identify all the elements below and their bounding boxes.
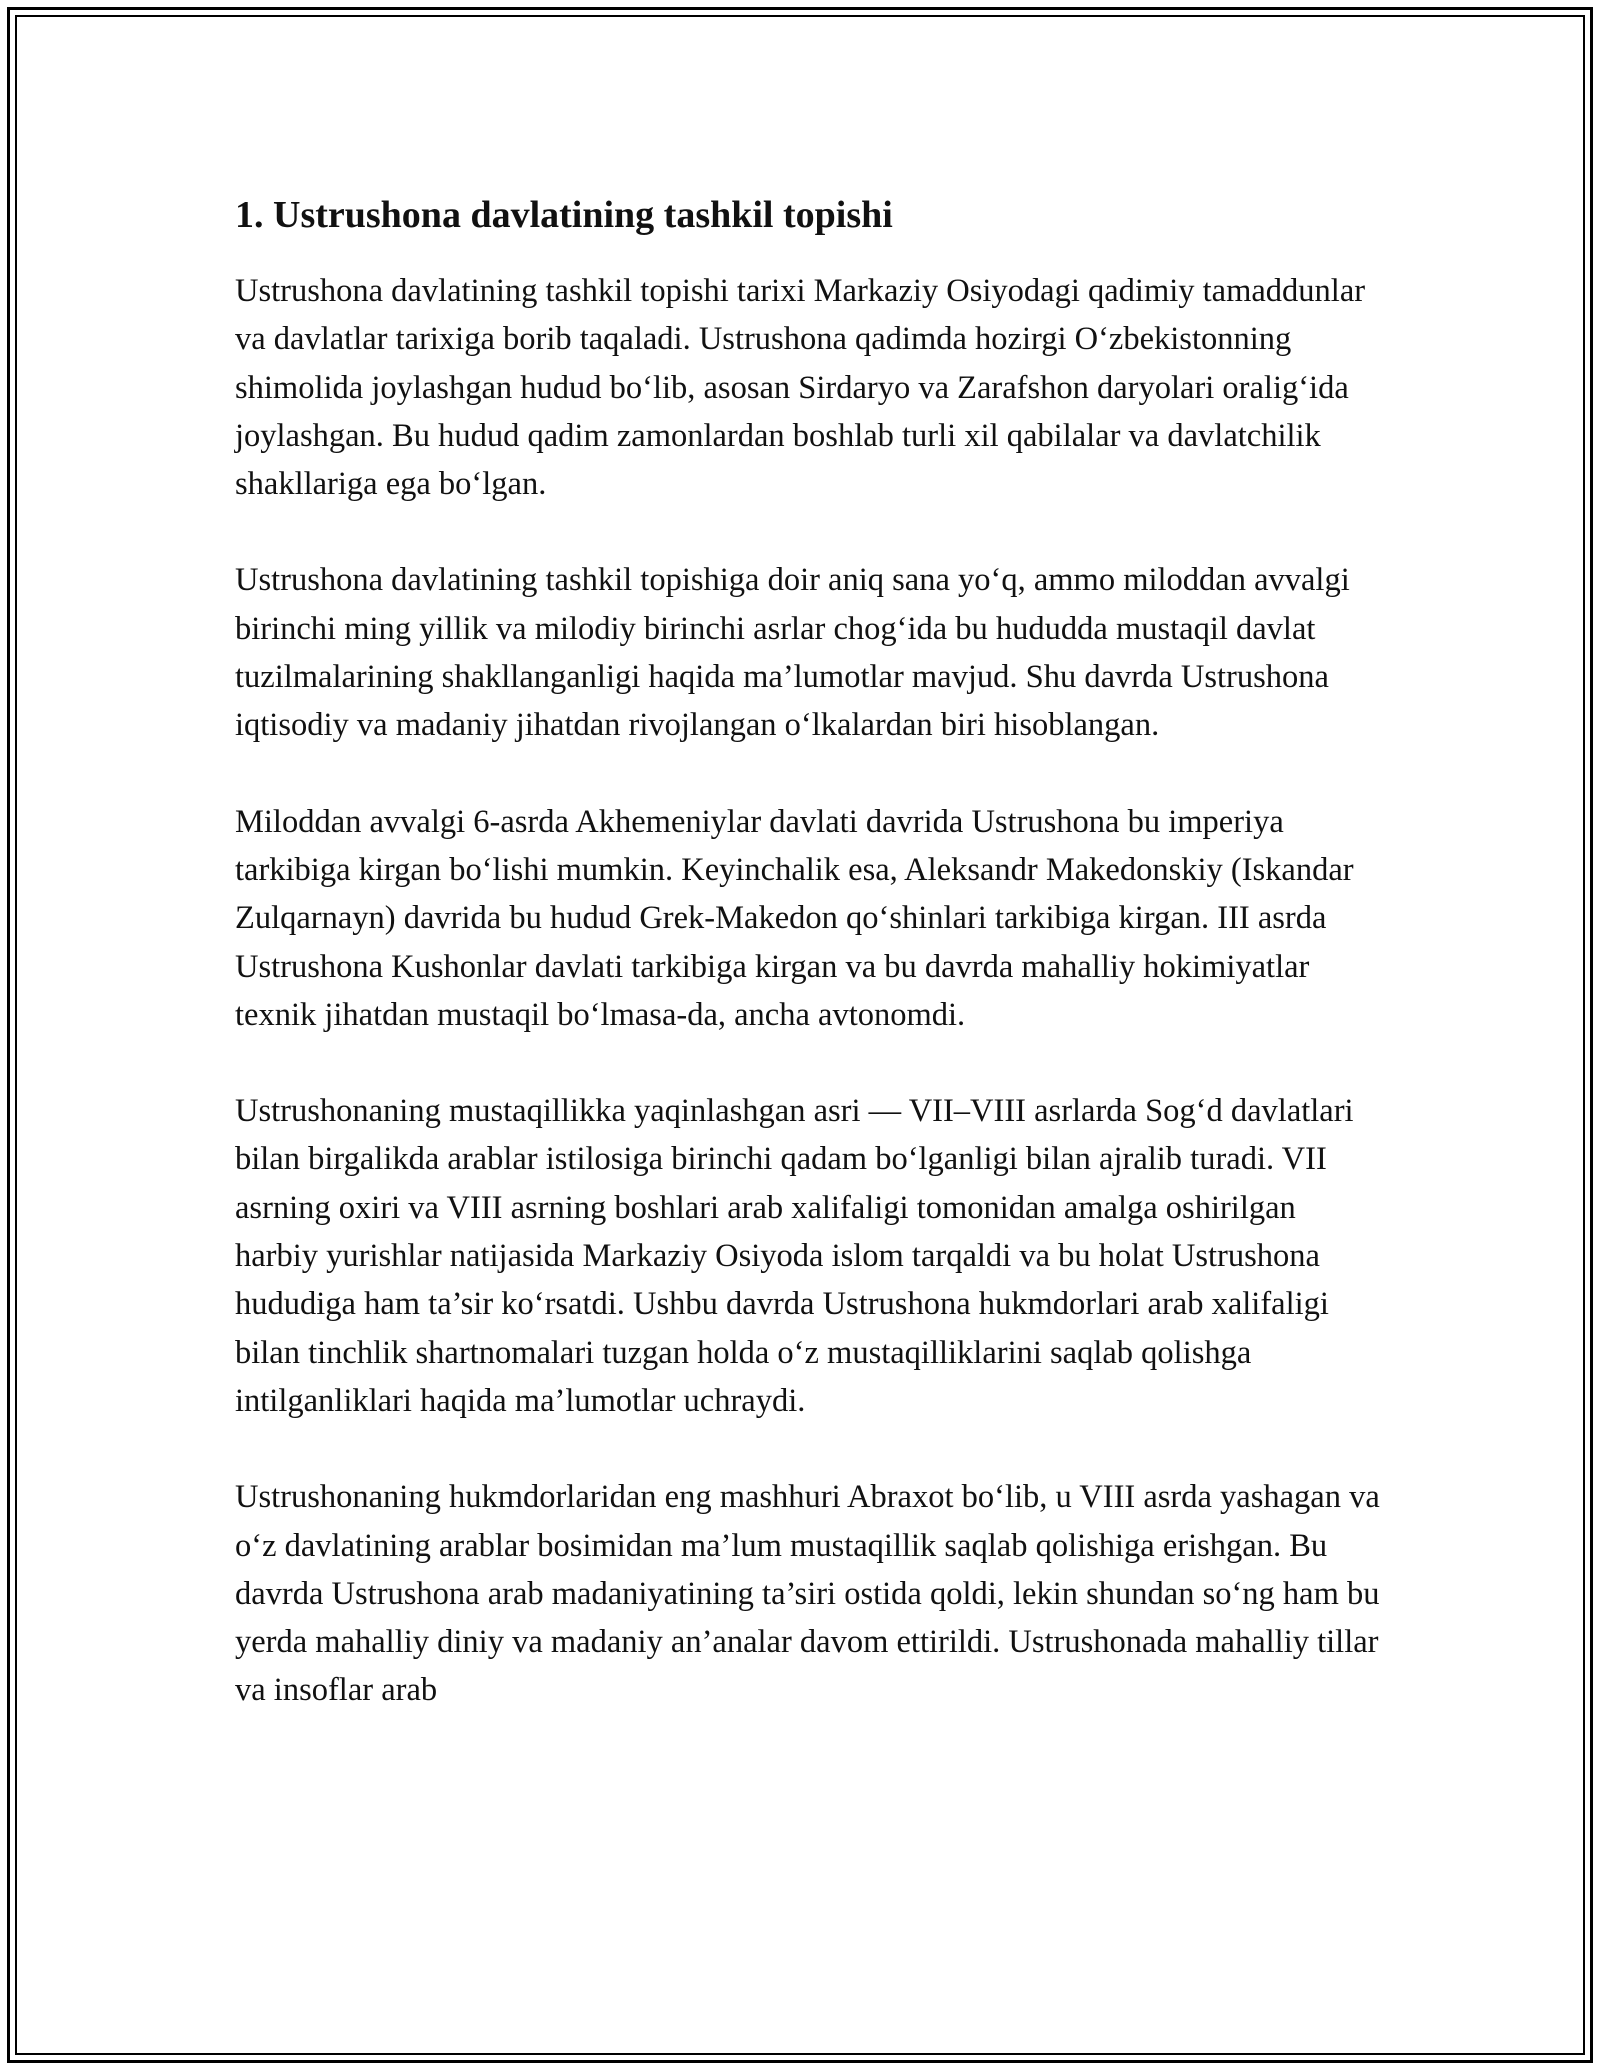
paragraph-1: Ustrushona davlatining tashkil topishi tarixi Markaziy Osiyodagi qadimiy tamaddunlar va davlatlar tarixiga borib taqaladi. Ustrushona qadimda hozirgi O‘zbekistonning shimolida joylashgan hudud bo‘lib, asosan Sirdaryo va Zarafshon daryolari oralig‘ida joylashgan. Bu hudud qadim zamonlardan boshlab turli xil qabilalar va davlatchilik shakllariga ega bo‘lgan. xyxy=(235,273,1366,503)
paragraph-3: Miloddan avvalgi 6-asrda Akhemeniylar davlati davrida Ustrushona bu imperiya tarkibiga kirgan bo‘lishi mumkin. Keyinchalik esa, Aleksandr Makedonskiy (Iskandar Zulqarnayn) davrida bu hudud Grek-Makedon qo‘shinlari tarkibiga kirgan. III asrda Ustrushona Kushonlar davlati tarkibiga kirgan va bu davrda mahalliy hokimiyatlar texnik jihatdan mustaqil bo‘lmasa-da, ancha avtonomdi. xyxy=(235,803,1354,1033)
section-title: 1. Ustrushona davlatining tashkil topishi xyxy=(235,194,893,236)
paragraph-2: Ustrushona davlatining tashkil topishiga doir aniq sana yo‘q, ammo miloddan avvalgi birinchi ming yillik va milodiy birinchi asrlar chog‘ida bu hududda mustaqil davlat tuzilmalarining shakllanganligi haqida ma’lumotlar mavjud. Shu davrda Ustrushona iqtisodiy va madaniy jihatdan rivojlangan o‘lkalardan biri hisoblangan. xyxy=(235,562,1350,744)
paragraph-4: Ustrushonaning mustaqillikka yaqinlashgan asri — VII–VIII asrlarda Sog‘d davlatlari bilan birgalikda arablar istilosiga birinchi qadam bo‘lganligi bilan ajralib turadi. VII asrning oxiri va VIII asrning boshlari arab xalifaligi tomonidan amalga oshirilgan harbiy yurishlar natijasida Markaziy Osiyoda islom tarqaldi va bu holat Ustrushona hududiga ham ta’sir ko‘rsatdi. Ushbu davrda Ustrushona hukmdorlari arab xalifaligi bilan tinchlik shartnomalari tuzgan holda o‘z mustaqilliklarini saqlab qolishga intilganliklari haqida ma’lumotlar uchraydi. xyxy=(235,1093,1354,1419)
document-body xyxy=(235,185,1385,1715)
paragraph-5: Ustrushonaning hukmdorlaridan eng mashhuri Abraxot bo‘lib, u VIII asrda yashagan va o‘z davlatining arablar bosimidan ma’lum mustaqillik saqlab qolishiga erishgan. Bu davrda Ustrushona arab madaniyatining ta’siri ostida qoldi, lekin shundan so‘ng ham bu yerda mahalliy diniy va madaniy an’analar davom ettirildi. Ustrushonada mahalliy tillar va insoflar arab xyxy=(235,1479,1380,1709)
